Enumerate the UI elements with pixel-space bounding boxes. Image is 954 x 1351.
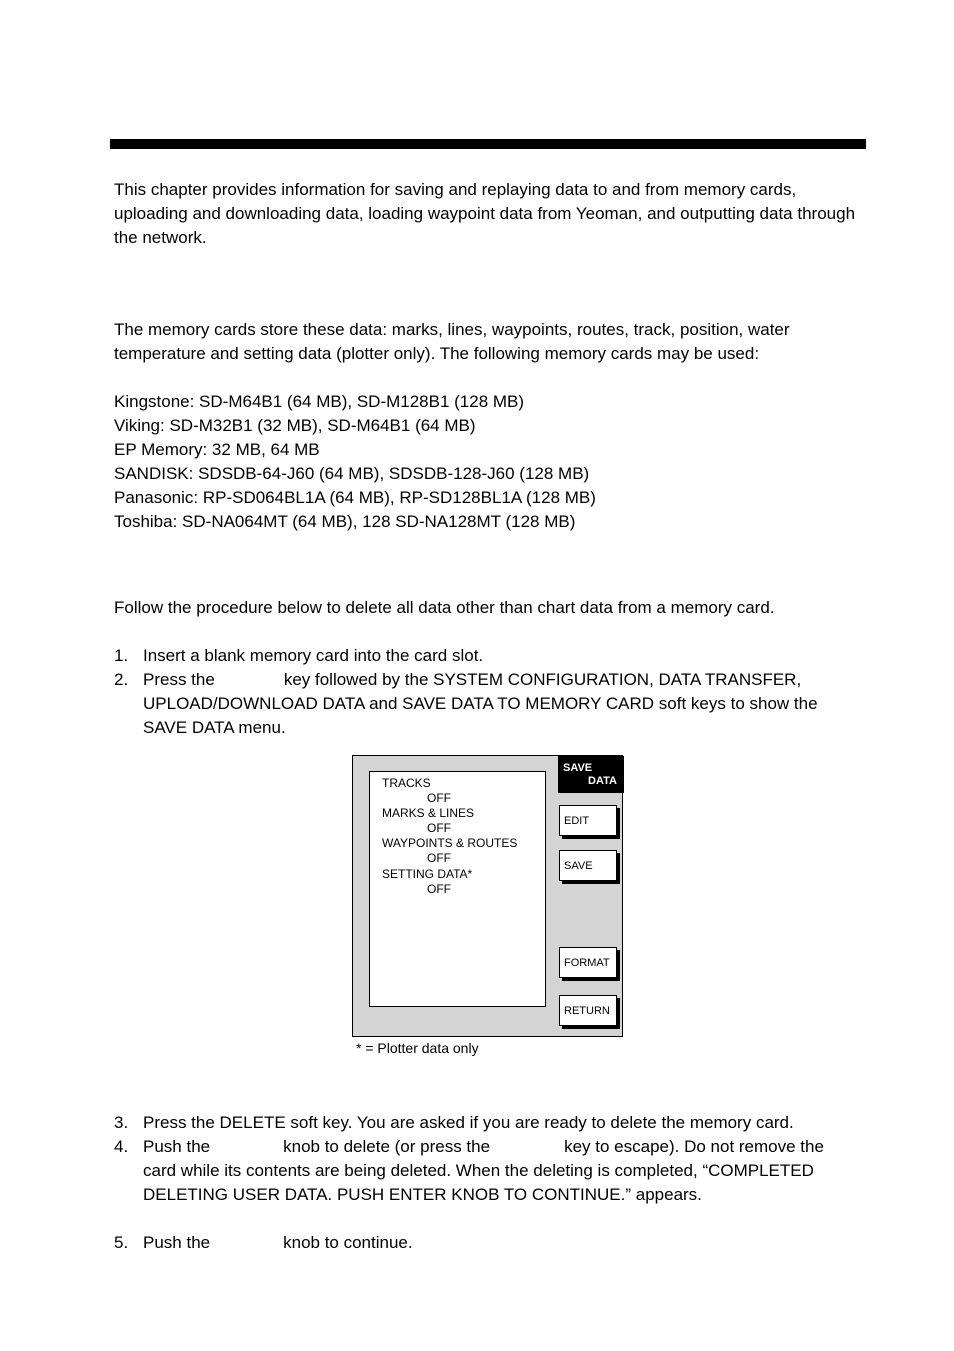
setting-value: OFF xyxy=(427,851,451,865)
step-text-mid: knob to delete (or press the xyxy=(283,1137,491,1156)
step-number: 1. xyxy=(114,646,129,665)
setting-value: OFF xyxy=(427,882,451,896)
card-list-item: Panasonic: RP-SD064BL1A (64 MB), RP-SD128BL1A (128 MB) xyxy=(114,488,596,507)
setting-label[interactable]: SETTING DATA* xyxy=(382,867,473,881)
save-soft-key[interactable]: SAVE xyxy=(559,850,617,881)
step-text-pre: Push the xyxy=(143,1233,211,1252)
setting-label[interactable]: TRACKS xyxy=(382,776,431,790)
step-text-post: key followed by the SYSTEM CONFIGURATION, DATA TRANSFER, UPLOAD/DOWNLOAD DATA and SAVE DATA TO MEMORY CARD soft keys to show the SAVE DATA menu. xyxy=(143,670,818,737)
step-text-post: knob to continue. xyxy=(283,1233,413,1252)
memory-card-paragraph: The memory cards store these data: marks, lines, waypoints, routes, track, position, water temperature and setting data (plotter only). The following memory cards may be used: xyxy=(114,320,790,363)
step-text xyxy=(143,1231,861,1255)
edit-soft-key[interactable]: EDIT xyxy=(559,805,617,836)
step-number: 5. xyxy=(114,1233,129,1252)
setting-value: OFF xyxy=(427,791,451,805)
step-text xyxy=(143,668,861,740)
format-soft-key[interactable]: FORMAT xyxy=(559,947,617,978)
step-text-pre: Push the xyxy=(143,1137,211,1156)
card-list-item: SANDISK: SDSDB-64-J60 (64 MB), SDSDB-128-J60 (128 MB) xyxy=(114,464,590,483)
return-soft-key[interactable]: RETURN xyxy=(559,995,617,1026)
save-data-title: SAVE DATA xyxy=(558,756,624,793)
step-number: 3. xyxy=(114,1113,129,1132)
card-list-item: Toshiba: SD-NA064MT (64 MB), 128 SD-NA128MT (128 MB) xyxy=(114,512,576,531)
card-list-item: Viking: SD-M32B1 (32 MB), SD-M64B1 (64 MB) xyxy=(114,416,476,435)
delete-intro-paragraph: Follow the procedure below to delete all data other than chart data from a memory card. xyxy=(114,598,775,617)
step-text-pre: Press the xyxy=(143,670,215,689)
setting-label[interactable]: MARKS & LINES xyxy=(382,806,475,820)
setting-label[interactable]: WAYPOINTS & ROUTES xyxy=(382,836,518,850)
step-text: Insert a blank memory card into the card slot. xyxy=(143,646,484,665)
save-data-menu-screen xyxy=(352,755,623,1037)
intro-paragraph: This chapter provides information for saving and replaying data to and from memory cards, uploading and downloading data, loading waypoint data from Yeoman, and outputting data through the network. xyxy=(114,180,856,247)
chapter-rule xyxy=(110,139,866,149)
step-number: 4. xyxy=(114,1137,129,1156)
card-list-item: Kingstone: SD-M64B1 (64 MB), SD-M128B1 (128 MB) xyxy=(114,392,525,411)
card-list-item: EP Memory: 32 MB, 64 MB xyxy=(114,440,320,459)
step-number: 2. xyxy=(114,670,129,689)
save-data-settings-panel xyxy=(369,771,546,1007)
step-text-post: key to escape). Do not remove the card while its contents are being deleted. When the deleting is completed, “COMPLETED DELETING USER DATA. PUSH ENTER KNOB TO CONTINUE.” appears. xyxy=(143,1137,824,1204)
setting-value: OFF xyxy=(427,821,451,835)
step-text: Press the DELETE soft key. You are asked if you are ready to delete the memory card. xyxy=(143,1113,794,1132)
plotter-footnote: * = Plotter data only xyxy=(356,1040,479,1056)
step-text xyxy=(143,1135,861,1207)
